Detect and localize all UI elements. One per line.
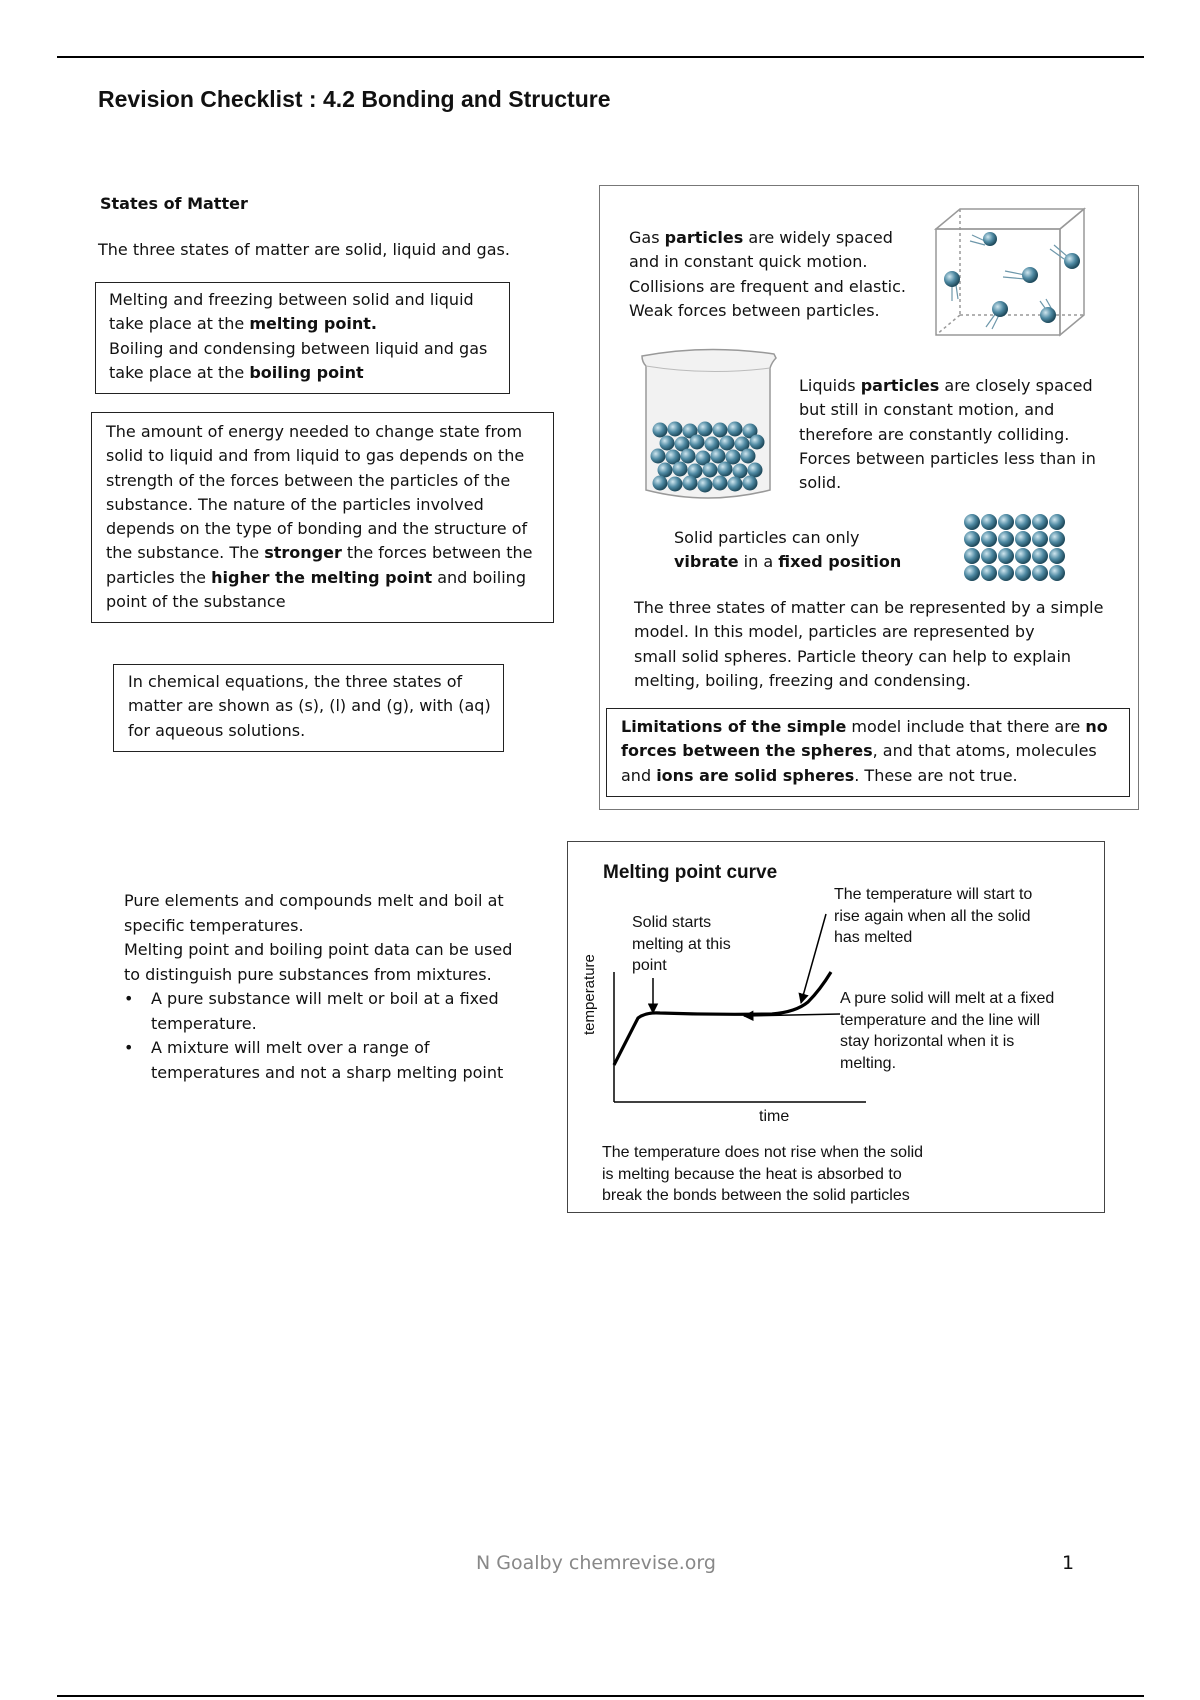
- annotation-temp-rises: The temperature will start to rise again when all the solid has melted: [834, 886, 1033, 946]
- simple-model-description: The three states of matter can be represented by a simple model. In this model, particles are represented by small solid spheres. Particle theory can help to explain melting, boiling, freezing and condensing.: [634, 598, 1104, 690]
- liquid-description: Liquids particles are closely spaced but still in constant motion, and therefore are constantly colliding. Forces between particles less than in solid.: [799, 376, 1096, 493]
- list-item: • A pure substance will melt or boil at a fixed temperature.: [124, 987, 544, 1036]
- annotation-solid-starts: Solid starts melting at this point: [632, 914, 731, 974]
- list-item: • A mixture will melt over a range of temperatures and not a sharp melting point: [124, 1036, 544, 1085]
- page-title: Revision Checklist : 4.2 Bonding and Structure: [98, 86, 611, 112]
- section-heading: States of Matter: [100, 194, 248, 213]
- purity-text: Pure elements and compounds melt and boil at specific temperatures. Melting point and boiling point data can be used to distinguish pure substances from mixtures. • A pure substance will melt or boil at a fixed temperature. • A mixture will melt over a range of temperatures and not a sharp melting point: [124, 889, 544, 1085]
- gas-box-illustration: [930, 205, 1090, 340]
- melting-curve-chart: [576, 900, 866, 1130]
- page-number: 1: [1062, 1552, 1075, 1574]
- x-axis-label: time: [759, 1108, 790, 1125]
- heating-curve-line: [614, 972, 831, 1065]
- gas-description: Gas particles are widely spaced and in constant quick motion. Collisions are frequent and elastic. Weak forces between particles.: [629, 228, 906, 320]
- y-axis-label: temperature: [581, 954, 598, 1035]
- top-rule: [57, 56, 1144, 58]
- solid-lattice-illustration: [962, 512, 1070, 584]
- arrow-rise-again: [801, 914, 826, 1003]
- state-symbols-box: In chemical equations, the three states of matter are shown as (s), (l) and (g), with (aq) for aqueous solutions.: [113, 664, 504, 752]
- graph-caption: The temperature does not rise when the solid is melting because the heat is absorbed to break the bonds between the solid particles: [602, 1144, 924, 1204]
- graph-title: Melting point curve: [603, 862, 778, 883]
- annotation-pure-solid: A pure solid will melt at a fixed temperature and the line will stay horizontal when it is melting.: [840, 990, 1055, 1072]
- melting-boiling-box: Melting and freezing between solid and liquid take place at the melting point. Boiling and condensing between liquid and gas take place at the boiling point: [95, 282, 510, 394]
- solid-description: Solid particles can only vibrate in a fixed position: [674, 528, 902, 572]
- liquid-beaker-illustration: [636, 346, 782, 506]
- footer-credit: N Goalby chemrevise.org: [476, 1552, 716, 1574]
- energy-change-box: The amount of energy needed to change state from solid to liquid and from liquid to gas depends on the strength of the forces between the particles of the substance. The nature of the particles involved depends on the type of bonding and the structure of the substance. The stronger the forces between the particles the higher the melting point and boiling point of the substance: [91, 412, 554, 623]
- limitations-box: Limitations of the simple model include that there are no forces between the spheres, and that atoms, molecules and ions are solid spheres. These are not true.: [606, 708, 1130, 797]
- bottom-rule: [57, 1695, 1144, 1697]
- states-intro: The three states of matter are solid, liquid and gas.: [98, 240, 510, 259]
